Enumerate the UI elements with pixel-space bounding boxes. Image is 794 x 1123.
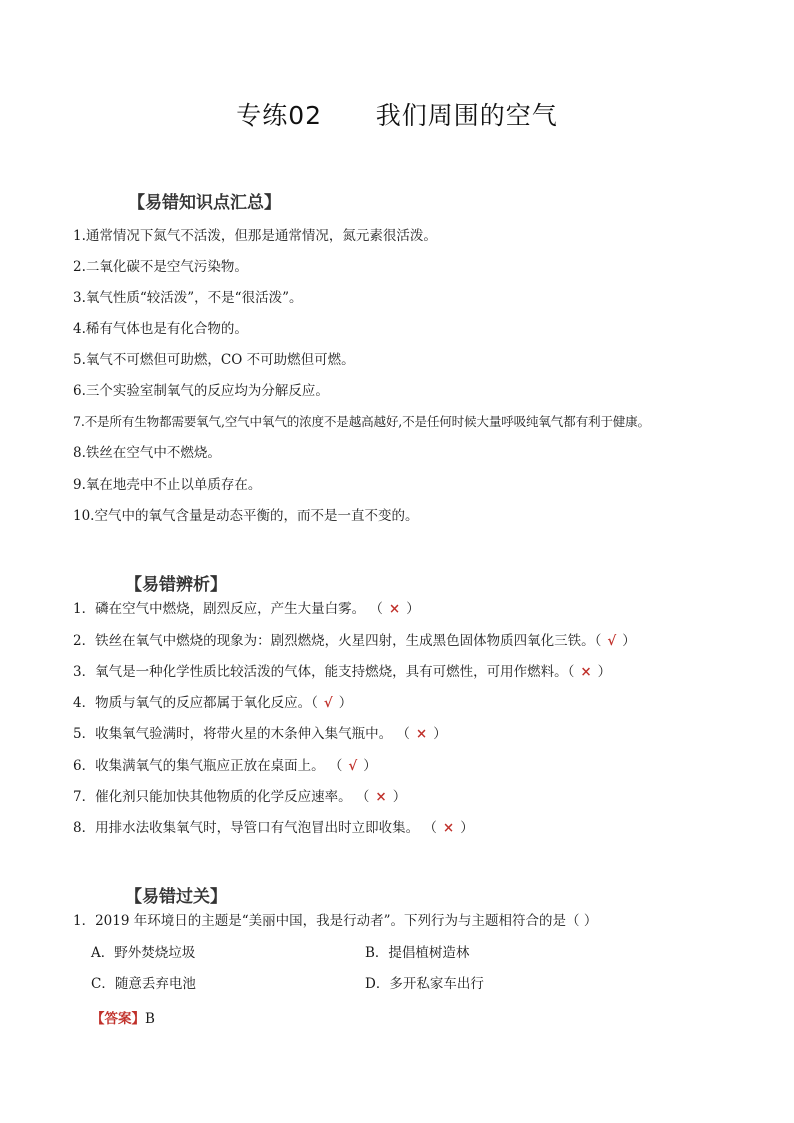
- knowledge-item: 3.氧气性质“较活泼”，不是“很活泼”。: [73, 290, 303, 306]
- knowledge-item: 7.不是所有生物都需要氧气,空气中氧气的浓度不是越高越好,不是任何时候大量呼吸纯氧气都有利于健康。: [73, 414, 650, 429]
- judge-text: 2．铁丝在氧气中燃烧的现象为：剧烈燃烧，火星四射，生成黑色固体物质四氧化三铁。（: [73, 633, 602, 649]
- knowledge-heading: 【易错知识点汇总】: [128, 193, 281, 213]
- judge-close: ）: [622, 633, 636, 649]
- answer-value: B: [145, 1011, 155, 1027]
- judge-text: 4．物质与氧气的反应都属于氧化反应。（: [73, 695, 318, 711]
- cross-mark: ×: [442, 820, 455, 836]
- knowledge-item: 1.通常情况下氮气不活泼，但那是通常情况，氮元素很活泼。: [73, 228, 437, 244]
- judge-close: ）: [406, 601, 420, 617]
- knowledge-item: 4.稀有气体也是有化合物的。: [73, 321, 248, 337]
- practice-heading: 【易错过关】: [125, 887, 227, 907]
- check-mark: √: [323, 695, 333, 711]
- judge-close: ）: [460, 820, 474, 836]
- check-mark: √: [607, 633, 617, 649]
- judge-item: [73, 757, 377, 775]
- judge-close: ）: [392, 789, 407, 805]
- answer-line: [91, 1007, 155, 1027]
- judge-text: 6．收集满氧气的集气瓶应正放在桌面上。 （: [73, 758, 343, 774]
- judge-text: 5．收集氧气验满时，将带火星的木条伸入集气瓶中。 （: [73, 726, 410, 742]
- knowledge-item: 9.氧在地壳中不止以单质存在。: [73, 477, 262, 493]
- knowledge-item: 10.空气中的氧气含量是动态平衡的，而不是一直不变的。: [73, 508, 419, 524]
- cross-mark: ×: [388, 601, 401, 617]
- cross-mark: ×: [580, 664, 592, 680]
- practice-question: 1．2019 年环境日的主题是“美丽中国，我是行动者”。下列行为与主题相符合的是（ ）: [73, 913, 598, 929]
- knowledge-item: 8.铁丝在空气中不燃烧。: [73, 445, 221, 461]
- knowledge-item: 2.二氧化碳不是空气污染物。: [73, 259, 248, 275]
- option-a: A．野外焚烧垃圾: [91, 945, 196, 961]
- judge-item: [73, 694, 352, 712]
- option-d: D．多开私家车出行: [365, 976, 484, 992]
- cross-mark: ×: [375, 789, 387, 805]
- judge-item: [73, 632, 636, 650]
- cross-mark: ×: [415, 726, 428, 742]
- judge-item: [73, 600, 420, 618]
- judge-close: ）: [597, 664, 612, 680]
- judge-text: 1．磷在空气中燃烧，剧烈反应，产生大量白雾。 （: [73, 601, 383, 617]
- judge-item: [73, 725, 447, 743]
- option-b: B．提倡植树造林: [365, 945, 470, 961]
- judge-item: [73, 788, 406, 806]
- judge-item: [73, 663, 611, 681]
- check-mark: √: [348, 758, 358, 774]
- judge-close: ）: [338, 695, 353, 711]
- answer-tag: 【答案】: [91, 1011, 145, 1027]
- page-title: 专练02 我们周围的空气: [236, 101, 558, 130]
- judge-heading: 【易错辨析】: [125, 575, 227, 595]
- judge-text: 8．用排水法收集氧气时，导管口有气泡冒出时立即收集。 （: [73, 820, 437, 836]
- judge-item: [73, 819, 474, 837]
- knowledge-item: 5.氧气不可燃但可助燃，CO 不可助燃但可燃。: [73, 352, 355, 368]
- option-c: C．随意丢弃电池: [91, 976, 196, 992]
- judge-close: ）: [363, 758, 377, 774]
- judge-text: 3．氧气是一种化学性质比较活泼的气体，能支持燃烧，具有可燃性，可用作燃料。（: [73, 664, 575, 680]
- judge-text: 7．催化剂只能加快其他物质的化学反应速率。 （: [73, 789, 370, 805]
- judge-close: ）: [433, 726, 447, 742]
- knowledge-item: 6.三个实验室制氧气的反应均为分解反应。: [73, 383, 329, 399]
